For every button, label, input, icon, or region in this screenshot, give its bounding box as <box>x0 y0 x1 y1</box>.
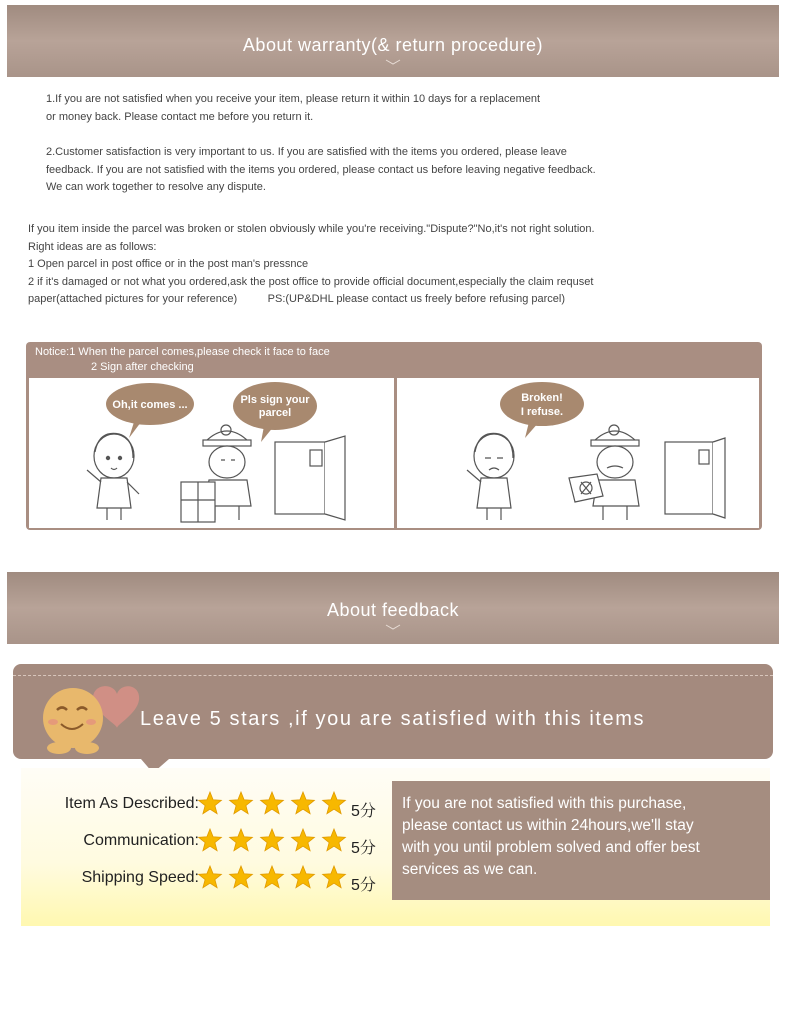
rating-score: 5分 <box>351 840 376 857</box>
star-icon <box>292 829 315 851</box>
rating-row <box>21 864 401 894</box>
warranty-title: About warranty(& return procedure) <box>242 35 544 55</box>
rating-score: 5分 <box>351 877 376 894</box>
star-rating <box>197 790 349 823</box>
star-icon <box>199 829 222 851</box>
star-icon <box>323 829 346 851</box>
ratings-panel <box>21 768 770 926</box>
chevron-down-icon <box>385 59 401 65</box>
warranty-banner <box>7 5 779 77</box>
girl-figure <box>467 433 514 520</box>
door <box>275 436 345 520</box>
svg-text:parcel: parcel <box>258 407 292 419</box>
star-icon <box>261 866 284 888</box>
feedback-message-box <box>13 664 773 759</box>
star-icon <box>323 866 346 888</box>
star-rating <box>197 864 349 897</box>
warranty-paragraph-2: 2.Customer satisfaction is very important to us. If you are satisfied with the items you ordered, please leave feedback. If you are not satisfied with the items you ordered, please contact us before leaving negative feedback. We can work together to resolve any dispute. <box>46 146 596 193</box>
svg-text:Broken!: Broken! <box>521 392 563 404</box>
notice-text: Notice:1 When the parcel comes,please check it face to face 2 Sign after checking <box>35 346 330 373</box>
chevron-down-icon <box>385 624 401 630</box>
rating-row <box>21 790 401 820</box>
rating-label: Item As Described: <box>64 795 199 812</box>
star-icon <box>292 792 315 814</box>
star-icon <box>230 866 253 888</box>
svg-text:I refuse.: I refuse. <box>520 406 564 418</box>
svg-text:Pls sign your: Pls sign your <box>240 394 310 406</box>
speech-bubble-broken <box>500 382 584 438</box>
star-icon <box>230 829 253 851</box>
dispute-paragraph: If you item inside the parcel was broken or stolen obviously while you're receiving."Dispute?"No,it's not right solution. Right ideas are as follows: 1 Open parcel in post office or in the post man's pressnce 2 if it's damaged or not what you ordered,ask the post office to provide official document,especially the claim requset paper(attached pictures for your reference) PS:(UP&DHL please contact us freely before refusing parcel) <box>28 223 595 305</box>
illustration-refusing <box>397 378 759 528</box>
notice-panel <box>26 342 762 530</box>
girl-figure <box>87 433 139 520</box>
illustration-receiving <box>29 378 394 528</box>
svg-text:Oh,it comes ...: Oh,it comes ... <box>112 399 188 411</box>
star-rating <box>197 827 349 860</box>
star-icon <box>261 792 284 814</box>
contact-note: If you are not satisfied with this purchase, please contact us within 24hours,we'll stay with you until problem solved and offer best services as we can. <box>402 795 700 878</box>
warranty-paragraph-1: 1.If you are not satisfied when you receive your item, please return it within 10 days for a replacement or money back. Please contact me before you return it. <box>46 93 541 123</box>
star-icon <box>261 829 284 851</box>
contact-note-box <box>392 781 770 900</box>
star-icon <box>292 866 315 888</box>
star-icon <box>199 866 222 888</box>
parcel-box <box>181 482 215 522</box>
rating-label: Communication: <box>83 832 199 849</box>
star-icon <box>230 792 253 814</box>
door <box>665 438 725 518</box>
rating-label: Shipping Speed: <box>81 869 199 886</box>
speech-bubble-oh <box>106 383 194 438</box>
star-icon <box>323 792 346 814</box>
postman-figure <box>591 425 639 520</box>
smiley-heart-icon <box>31 676 141 756</box>
rating-score: 5分 <box>351 803 376 820</box>
speech-bubble-sign <box>233 382 317 442</box>
star-icon <box>199 792 222 814</box>
feedback-title: About feedback <box>326 600 460 620</box>
feedback-banner <box>7 572 779 644</box>
feedback-message: Leave 5 stars ,if you are satisfied with this items <box>140 708 646 730</box>
rating-row <box>21 827 401 857</box>
